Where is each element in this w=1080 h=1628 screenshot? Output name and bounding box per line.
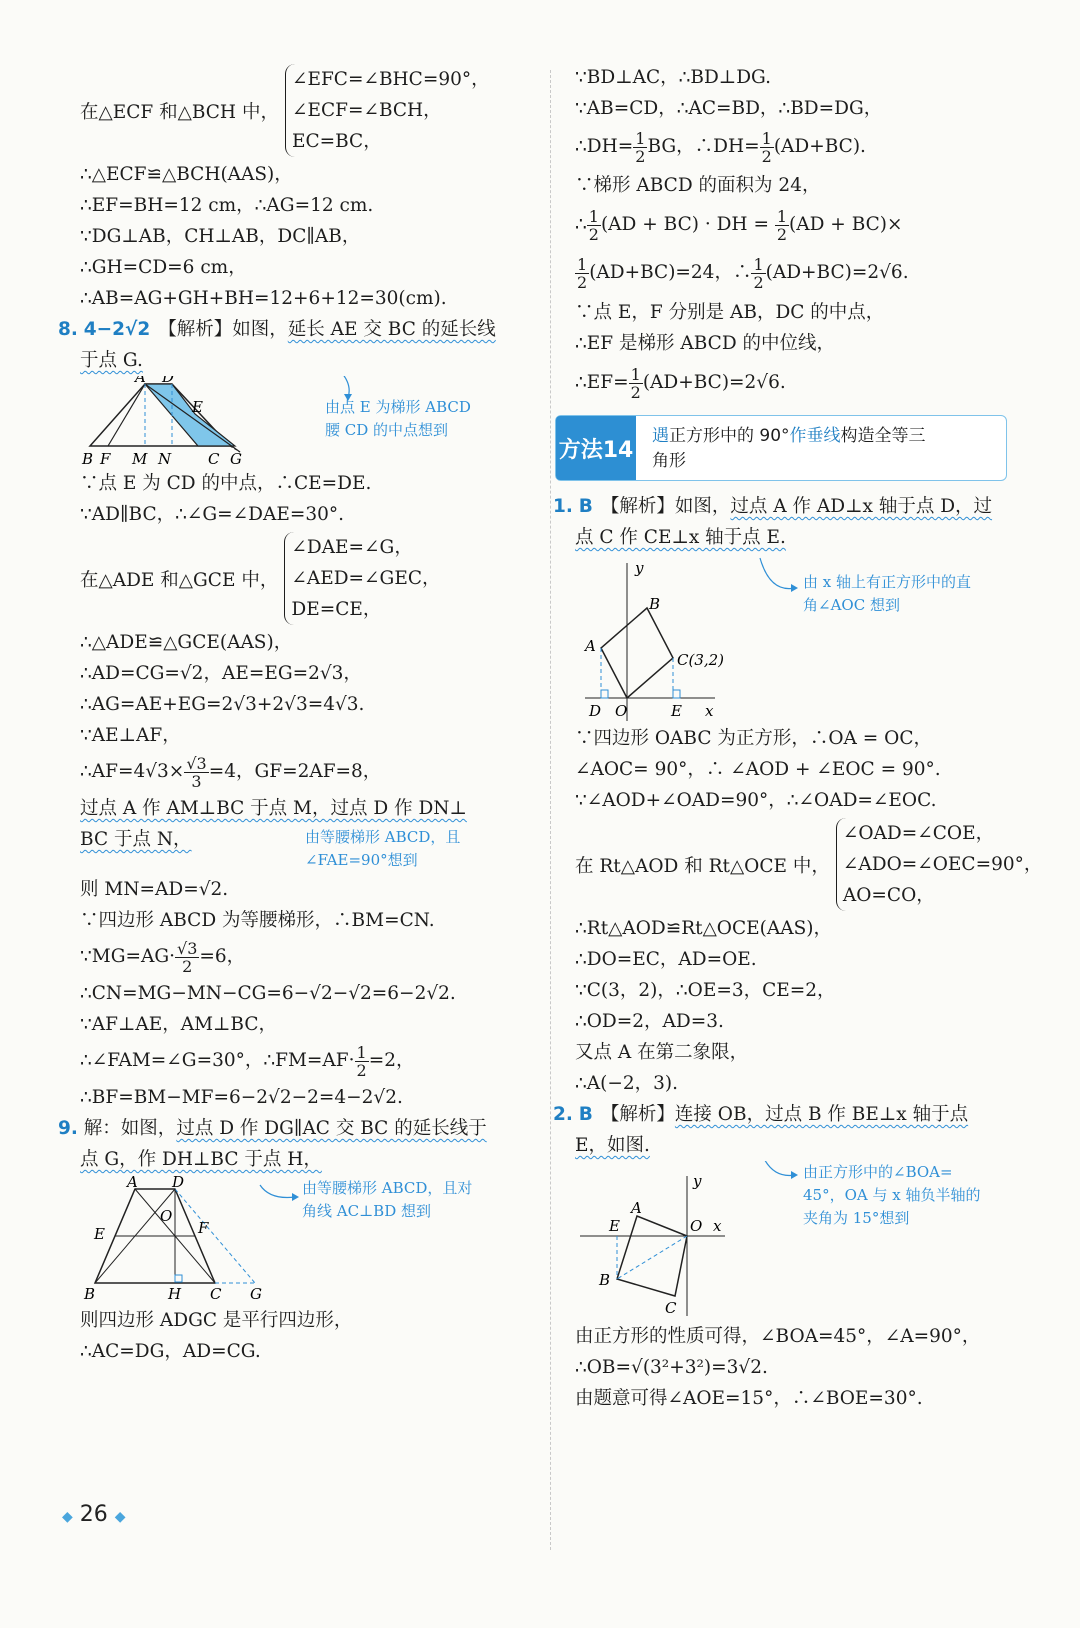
hint-note: 由等腰梯形 ABCD，且 ∠FAE=90°想到 (305, 828, 461, 869)
column-divider (550, 70, 551, 1550)
method-title: 遇正方形中的 90°作垂线构造全等三 角形 (652, 426, 926, 471)
svg-text:x: x (713, 1217, 722, 1235)
svg-text:E: E (94, 1225, 105, 1243)
svg-text:E: E (192, 398, 203, 416)
method-header (555, 415, 1007, 481)
hint-note: 由点 E 为梯形 ABCD 腰 CD 的中点想到 (325, 398, 471, 439)
svg-text:G: G (230, 450, 242, 468)
svg-text:A: A (127, 1175, 138, 1191)
text-line: ∴EF=BH=12 cm，∴AG=12 cm. (80, 195, 374, 216)
svg-text:B: B (599, 1271, 611, 1289)
text-line: ∴△ECF≌△BCH(AAS)， (80, 164, 293, 185)
equation-system-2: 在△ADE 和△GCE 中， ∠DAE=∠G， ∠AED=∠GEC， DE=CE， (80, 532, 525, 625)
figure-q2 (575, 1161, 1035, 1321)
svg-text:H: H (168, 1285, 182, 1303)
question-1: 1. B 【解析】如图，过点 A 作 AD⊥x 轴于点 D，过 (553, 496, 993, 517)
svg-text:O: O (690, 1217, 703, 1235)
text-line: ∴AB=AG+GH+BH=12+6+12=30(cm). (80, 288, 447, 309)
svg-text:C(3,2): C(3,2) (677, 651, 725, 669)
svg-text:M: M (132, 450, 148, 468)
svg-text:A: A (631, 1199, 642, 1217)
svg-text:E: E (671, 702, 682, 720)
question-9: 9. 解：如图，过点 D 作 DG∥AC 交 BC 的延长线于 (58, 1118, 487, 1139)
left-column: 在△ECF 和△BCH 中， ∠EFC=∠BHC=90°， ∠ECF=∠BCH， EC=BC， ∴△ECF≌△BCH(AAS)， ∴EF=BH=12 cm，∴AG=12 cm. ∵DG⊥AB，CH⊥AB，DC∥AB， ∴GH=CD=6 cm， ∴AB=AG+GH+BH=12+6+12=30(cm). 8. 4−2√2 【解析】如图，延长 AE 交 BC 的延长线 于点 G. A D E B F M N C G 由点 E 为梯形 ABCD 腰 CD 的中点想到 ∵点 E 为 CD 的中点，∴CE=DE. ∵AD∥BC，∴∠G=∠DAE=30°. 在△ADE 和△GCE 中， ∠DAE=∠G， ∠AED=∠GEC， DE=CE， ∴△ADE≌△GCE(AAS)， ∴AD=CG=√2，AE=EG=2√3， ∴AG=AE+EG=2√3+2√3=4√3. ∵AE⊥AF， ∴AF=4√3× $\frac{√3}{3}$ =4，GF=2AF=8， 过点 A 作 AM⊥BC 于点 M，过点 D 作 DN⊥ BC 于点 N， 由等腰梯形 ABCD，且 ∠FAE=90°想到 则 MN=AD=√2. ∵四边形 ABCD 为等腰梯形，∴BM=CN. ∵MG=AG· $\frac{√3}{2}$ =6， ∴CN=MG−MN−CG=6−√2−√2=6−2√2. ∵AF⊥AE，AM⊥BC， ∴∠FAM=∠G=30°，∴FM=AF· $\frac{1}{2}$ =2， ∴BF=BM−MF=6−2√2−2=4−2√2. 9. 解：如图，过点 D 作 DG∥AC 交 BC 的延长线于 点 G，作 DH⊥BC 于点 H， A D O E F B H C G 由等腰梯形 ABCD，且对 角线 AC⊥BD 想到 则四边形 ADGC 是平行四边形， ∴AC=DG，AD=CG. (80, 62, 525, 1367)
text-line: ∴GH=CD=6 cm， (80, 257, 247, 278)
equation-system-1: 在△ECF 和△BCH 中， ∠EFC=∠BHC=90°， ∠ECF=∠BCH， EC=BC， (80, 64, 525, 157)
right-column: ∵BD⊥AC，∴BD⊥DG. ∵AB=CD，∴AC=BD，∴BD=DG， ∴DH= $\frac{1}{2}$ BG，∴DH= $\frac{1}{2}$ (AD+BC). ∵梯形 ABCD 的面积为 24， ∴ $\frac{1}{2}$ (AD + BC) · DH = $\frac{1}{2}$ (AD + BC)× $\frac{1}{2}$ (AD+BC)=24，∴ $\frac{1}{2}$ (AD+BC)=2√6. ∵点 E，F 分别是 AB，DC 的中点， ∴EF 是梯形 ABCD 的中位线， ∴EF= $\frac{1}{2}$ (AD+BC)=2√6. 方法14 遇正方形中的 90°作垂线构造全等三 角形 1. B 【解析】如图，过点 A 作 AD⊥x 轴于点 D，过 点 C 作 CE⊥x 轴于点 E. y B A C(3,2) D O E x 由 x 轴上有正方形中的直 角∠AOC 想到 ∵四边形 OABC 为正方形，∴OA = OC， ∠AOC= 90°，∴ ∠AOD + ∠EOC = 90°. ∵∠AOD+∠OAD=90°，∴∠OAD=∠EOC. 在 Rt△AOD 和 Rt△OCE 中， ∠OAD=∠COE， ∠ADO=∠OEC=90°， AO=CO， ∴Rt△AOD≌Rt△OCE(AAS)， ∴DO=EC，AD=OE. ∵C(3，2)，∴OE=3，CE=2， ∴OD=2，AD=3. 又点 A 在第二象限， ∴A(−2，3). 2. B 【解析】连接 OB，过点 B 作 BE⊥x 轴于点 E，如图. y A E O x B C 由正方形中的∠BOA= 45°，OA 与 x 轴负半轴的 夹角为 15°想到 由正方形的性质可得，∠BOA=45°，∠A=90°， ∴OB=√(3²+3²)=3√2. 由题意可得∠AOE=15°，∴∠BOE=30°. (553, 67, 1043, 1409)
svg-text:A: A (585, 637, 596, 655)
svg-text:B: B (82, 450, 94, 468)
svg-text:D: D (589, 702, 602, 720)
page-number: ◆ 26 ◆ (62, 1502, 126, 1527)
figure-q9 (80, 1175, 525, 1305)
equation-system-3: 在 Rt△AOD 和 Rt△OCE 中， ∠OAD=∠COE， ∠ADO=∠OEC=90°， AO=CO， (575, 818, 1035, 911)
svg-text:N: N (158, 450, 172, 468)
svg-text:F: F (198, 1219, 209, 1237)
svg-text:B: B (649, 595, 661, 613)
svg-text:G: G (250, 1285, 262, 1303)
method-badge: 方法14 (556, 416, 636, 480)
svg-text:C: C (210, 1285, 222, 1303)
figure-q8 (80, 376, 525, 468)
svg-text:C: C (208, 450, 220, 468)
svg-text:E: E (609, 1217, 620, 1235)
question-8: 8. 4−2√2 【解析】如图，延长 AE 交 BC 的延长线 (58, 319, 496, 340)
svg-text:y: y (693, 1172, 702, 1190)
svg-text:D: D (162, 376, 175, 386)
svg-text:A: A (135, 376, 146, 386)
svg-text:D: D (172, 1175, 185, 1191)
svg-text:y: y (635, 559, 644, 577)
svg-text:F: F (100, 450, 111, 468)
hint-note: 由 x 轴上有正方形中的直 角∠AOC 想到 (803, 573, 971, 614)
svg-text:O: O (615, 702, 628, 720)
figure-q1 (575, 553, 1035, 723)
question-2: 2. B 【解析】连接 OB，过点 B 作 BE⊥x 轴于点 (553, 1104, 969, 1125)
hint-note: 由正方形中的∠BOA= 45°，OA 与 x 轴负半轴的 夹角为 15°想到 (803, 1163, 981, 1227)
svg-text:O: O (160, 1207, 173, 1225)
svg-text:C: C (665, 1299, 677, 1317)
hint-note: 由等腰梯形 ABCD，且对 角线 AC⊥BD 想到 (302, 1179, 473, 1220)
text-line: ∵DG⊥AB，CH⊥AB，DC∥AB， (80, 226, 361, 247)
svg-text:B: B (84, 1285, 96, 1303)
svg-text:x: x (705, 702, 714, 720)
